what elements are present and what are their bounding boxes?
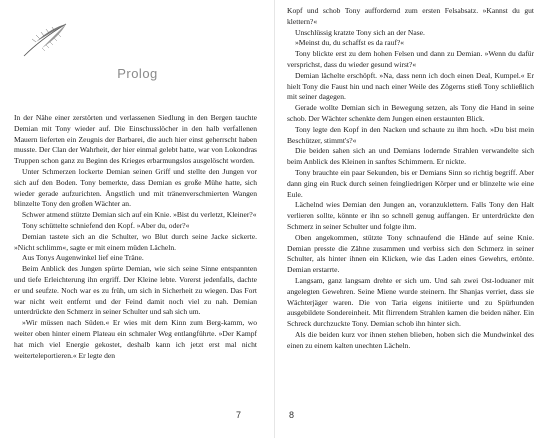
paragraph: Schwer atmend stützte Demian sich auf ein Knie. »Bist du verletzt, Kleiner?« <box>22 210 257 220</box>
paragraph: »Wir müssen nach Süden.« Er wies mit dem Kinn zum Berg-kamm, wo weiter oben hinter einem Plateau ein schmaler Weg entlangführte. »Der Kampf hat mich viel Energie gekostet, deshalb kann ich jetzt erst mal nicht weiterteleportieren.« Er legte den <box>14 318 257 360</box>
paragraph: Aus Tonys Augenwinkel lief eine Träne. <box>22 253 144 263</box>
page-number: 8 <box>289 410 295 420</box>
paragraph: Demian tastete sich an die Schulter, wo Blut durch seine Jacke sickerte. »Nicht schlimm«, sagte er mit einem müden Lächeln. <box>14 231 257 252</box>
page-number: 7 <box>236 410 242 420</box>
paragraph: Unschlüssig kratzte Tony sich an der Nase. <box>295 27 425 37</box>
paragraph: Oben angekommen, stützte Tony schnaufend die Hände auf seine Knie. Demian presste die Zähne zusammen und verbiss sich den Schmerz in seiner Schulter, als hinter ihnen ein Klicken, wie das Laden eines Gewehrs, ertönte. Demian erstarrte. <box>287 232 534 275</box>
paragraph: Lächelnd wies Demian den Jungen an, voranzuklettern. Falls Tony den Halt verlieren sollte, könnte er ihn so schnell genug auffangen. Er unterdrückte den Schmerz in seiner Schulter und folgte ihm. <box>287 200 534 231</box>
paragraph: Als die beiden kurz vor ihnen stehen blieben, hoben sich die Mundwinkel des einen zu einem kalten unechten Lächeln. <box>287 329 534 350</box>
paragraph: Tony legte den Kopf in den Nacken und schaute zu ihm hoch. »Du bist mein Beschützer, stimmt's?« <box>287 124 534 145</box>
feather-icon <box>22 22 68 58</box>
paragraph: Langsam, ganz langsam drehte er sich um. Und sah zwei Ost-loduaner mit angelegten Gewehren. Seine Miene wurde steinern. Ihr Shanjas verriet, dass sie Wächterjäger waren. Die von Taria eigens initiierte und zu Spürhunden ausgebildete Sondereinheit. Mit flirrendem Strahlen kamen die beiden näher. Ein Schreck durchzuckte Tony. Demian schob ihn hinter sich. <box>287 275 534 329</box>
paragraph: Die beiden sahen sich an und Demians lodernde Strahlen verwandelte sich beim Anblick des Kleinen in sanftes Schimmern. Er nickte. <box>287 146 534 167</box>
paragraph: Unter Schmerzen lockerte Demian seinen Griff und stellte den Jungen vor sich auf den Boden. Tony bemerkte, dass Demian es große Mühe hatte, sich wieder gerade aufzurichten. Ängstlich und mit tränenverschmierten Wangen blinzelte Tony den großen Wächter an. <box>14 166 257 209</box>
paragraph: Tony schüttelte schniefend den Kopf. »Aber du, oder?« <box>22 220 190 230</box>
paragraph: Tony blickte erst zu dem hohen Felsen und dann zu Demian. »Wenn du dafür versprichst, dass du wieder gesund wirst?« <box>287 49 534 69</box>
paragraph: Beim Anblick des Jungen spürte Demian, wie sich seine Sinne entspannten und tiefe Erleichterung ihn ergriff. Der Kleine lebte. Vorerst jedenfalls, dachte er und seufzte. Noch war es zu früh, um sich in Sicherheit zu wiegen. Das Fort war nicht weit entfernt und der Feind damit noch viel zu nah. Demian unterdrückte den Schmerz in seiner Schulter und sah sich um. <box>14 264 257 317</box>
paragraph: Demian lächelte erschöpft. »Na, dass nenn ich doch einen Deal, Kumpel.« Er hielt Tony die Faust hin und nach einer Weile des Zögerns stieß Tony schließlich mit seiner dagegen. <box>287 70 534 102</box>
chapter-title: Prolog <box>117 66 158 81</box>
paragraph: Gerade wollte Demian sich in Bewegung setzen, als Tony die Hand in seine schob. Der Wächter schenkte dem Jungen einen erstaunten Blick. <box>287 103 534 123</box>
right-page <box>275 0 550 438</box>
paragraph: Tony brauchte ein paar Sekunden, bis er Demians Sinn so richtig begriff. Aber dann ging ein Ruck durch seinen feingliedrigen Körper und er blinzelte wie eine Eule. <box>287 167 534 199</box>
paragraph: »Meinst du, du schaffst es da rauf?« <box>295 38 405 48</box>
paragraph: In der Nähe einer zerstörten und verlassenen Siedlung in den Bergen tauchte Demian mit Tony wieder auf. Die Einschusslöcher in den halb verfallenen Mauern lieferten ein Zeugnis der Barbarei, die auch hier einst geherrscht haben musste. Der Clan der Wahrheit, der hier einmal gelebt hatte, war von Lokondras Truppen schon ganz zu Beginn des Krieges erbarmungslos ausgelöscht worden. <box>14 113 257 166</box>
left-body-text <box>14 113 257 361</box>
paragraph: Kopf und schob Tony auffordernd zum ersten Felsabsatz. »Kannst du gut klettern?« <box>287 6 534 26</box>
right-body-text <box>287 6 534 352</box>
